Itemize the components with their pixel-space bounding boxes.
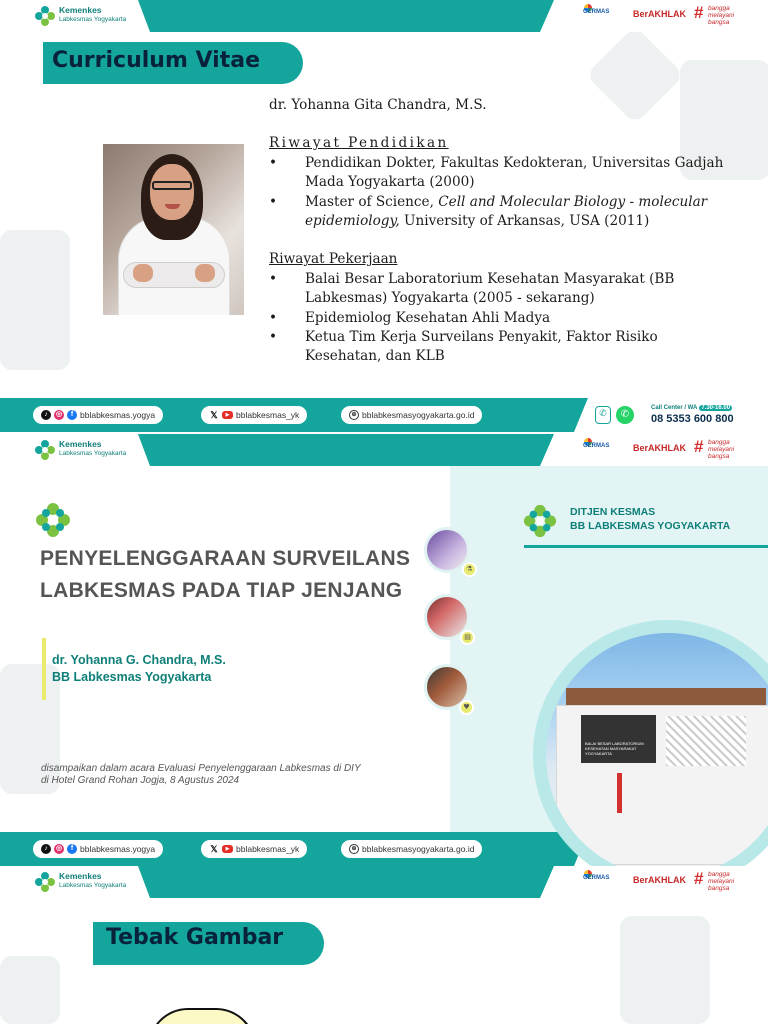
website-pill[interactable] bbox=[341, 840, 482, 858]
org-name: Kemenkes bbox=[59, 439, 102, 449]
cv-name: dr. Yohanna Gita Chandra, M.S. bbox=[269, 97, 487, 113]
header-bar bbox=[0, 866, 768, 898]
social-pill-tiktok-instagram-facebook[interactable] bbox=[33, 406, 163, 424]
building-photo: BALAI BESAR LABORATORIUM KESEHATAN MASYARAKAT YOGYAKARTA bbox=[546, 633, 768, 877]
work-heading: Riwayat Pekerjaan bbox=[269, 251, 398, 268]
presenter-block bbox=[42, 638, 226, 700]
hashtag-icon: # bbox=[694, 3, 704, 22]
kemenkes-logo-icon bbox=[34, 439, 56, 461]
social-pill-tiktok-instagram-facebook[interactable] bbox=[33, 840, 163, 858]
berakhlak-logo: BerAKHLAK bbox=[633, 875, 687, 885]
facebook-icon: f bbox=[67, 844, 77, 854]
slide-title: Curriculum Vitae bbox=[52, 48, 261, 73]
flask-icon: ⚗ bbox=[462, 562, 477, 577]
tiktok-icon: ♪ bbox=[41, 410, 51, 420]
globe-icon: ⊕ bbox=[349, 844, 359, 854]
divider bbox=[524, 545, 768, 548]
youtube-icon: ▶ bbox=[222, 845, 233, 853]
org-name: Kemenkes bbox=[59, 871, 102, 881]
germas-logo-text: GERMAS bbox=[583, 9, 610, 15]
germas-logo-text: GERMAS bbox=[583, 875, 610, 881]
labkesmas-logo-icon bbox=[34, 501, 72, 539]
social-handle: bblabkesmas.yogya bbox=[80, 844, 156, 854]
kemenkes-logo-icon bbox=[34, 5, 56, 27]
globe-icon: ⊕ bbox=[349, 410, 359, 420]
berakhlak-logo: BerAKHLAK bbox=[633, 9, 687, 19]
youtube-icon: ▶ bbox=[222, 411, 233, 419]
list-item: • Pendidikan Dokter, Fakultas Kedokteran, Universitas Gadjah Mada Yogyakarta (2000) bbox=[269, 154, 729, 193]
labkesmas-logo-icon bbox=[522, 503, 558, 539]
slide-title: Tebak Gambar bbox=[106, 925, 284, 950]
call-center-label: Call Center / WA 7.30-16.00 bbox=[651, 405, 731, 411]
background-pattern bbox=[0, 956, 60, 1024]
social-handle: bblabkesmas.yogya bbox=[80, 410, 156, 420]
website-url: bblabkesmasyogyakarta.go.id bbox=[362, 410, 475, 420]
social-handle: bblabkesmas_yk bbox=[236, 410, 300, 420]
background-pattern bbox=[620, 916, 710, 1024]
heart-icon: ♥ bbox=[459, 700, 474, 715]
x-icon: 𝕏 bbox=[210, 410, 218, 420]
org-name: Kemenkes bbox=[59, 5, 102, 15]
list-item: • Epidemiolog Kesehatan Ahli Madya bbox=[269, 309, 729, 328]
cartoon-illustration bbox=[148, 1008, 256, 1024]
presenter-photo bbox=[103, 144, 244, 315]
presenter-name: dr. Yohanna G. Chandra, M.S. bbox=[52, 653, 226, 667]
cv-content bbox=[269, 96, 729, 367]
org-subname: Labkesmas Yogyakarta bbox=[59, 882, 127, 889]
org-subname: Labkesmas Yogyakarta bbox=[59, 450, 127, 457]
list-item: • Master of Science, Cell and Molecular Biology - molecular epidemiology, University of Arkansas, USA (2011) bbox=[269, 193, 729, 232]
presentation-title: PENYELENGGARAAN SURVEILANS LABKESMAS PADA TIAP JENJANG bbox=[40, 547, 411, 602]
tiktok-icon: ♪ bbox=[41, 844, 51, 854]
education-list bbox=[269, 154, 729, 232]
footer-bar bbox=[0, 398, 768, 432]
bangga-melayani-bangsa-logo: bangga melayani bangsa bbox=[708, 439, 735, 460]
header-bar bbox=[0, 0, 768, 32]
call-center-hours: 7.30-16.00 bbox=[701, 405, 731, 411]
phone-icon: ✆ bbox=[595, 406, 611, 424]
website-pill[interactable] bbox=[341, 406, 482, 424]
social-pill-x-youtube[interactable] bbox=[201, 406, 307, 424]
list-item: • Ketua Tim Kerja Surveilans Penyakit, Faktor Risiko Kesehatan, dan KLB bbox=[269, 328, 729, 367]
whatsapp-icon: ✆ bbox=[616, 406, 634, 424]
slide-curriculum-vitae bbox=[0, 0, 768, 432]
instagram-icon: ◎ bbox=[55, 411, 63, 418]
org-subname: Labkesmas Yogyakarta bbox=[59, 16, 127, 23]
slide-tebak-gambar bbox=[0, 866, 768, 1024]
instagram-icon: ◎ bbox=[55, 845, 63, 852]
event-note: disampaikan dalam acara Evaluasi Penyelenggaraan Labkesmas di DIY di Hotel Grand Rohan Jogja, 8 Agustus 2024 bbox=[41, 763, 361, 786]
header-bar bbox=[0, 434, 768, 466]
kemenkes-logo-icon bbox=[34, 871, 56, 893]
x-icon: 𝕏 bbox=[210, 844, 218, 854]
social-handle: bblabkesmas_yk bbox=[236, 844, 300, 854]
hashtag-icon: # bbox=[694, 437, 704, 456]
website-url: bblabkesmasyogyakarta.go.id bbox=[362, 844, 475, 854]
slide-title-tab bbox=[93, 922, 324, 965]
slide-title-tab bbox=[43, 42, 303, 84]
clipboard-icon: ▤ bbox=[460, 630, 475, 645]
background-pattern bbox=[0, 230, 70, 370]
berakhlak-logo: BerAKHLAK bbox=[633, 443, 687, 453]
education-heading: Riwayat Pendidikan bbox=[269, 135, 449, 152]
call-center-number[interactable]: 08 5353 600 800 bbox=[651, 413, 734, 425]
list-item: • Balai Besar Laboratorium Kesehatan Masyarakat (BB Labkesmas) Yogyakarta (2005 - sekarang) bbox=[269, 270, 729, 309]
bangga-melayani-bangsa-logo: bangga melayani bangsa bbox=[708, 871, 735, 892]
ditjen-label: DITJEN KESMAS BB LABKESMAS YOGYAKARTA bbox=[570, 506, 731, 532]
presenter-organization: BB Labkesmas Yogyakarta bbox=[52, 670, 212, 684]
germas-logo-text: GERMAS bbox=[583, 443, 610, 449]
facebook-icon: f bbox=[67, 410, 77, 420]
work-list bbox=[269, 270, 729, 367]
bangga-melayani-bangsa-logo: bangga melayani bangsa bbox=[708, 5, 735, 26]
social-pill-x-youtube[interactable] bbox=[201, 840, 307, 858]
hashtag-icon: # bbox=[694, 869, 704, 888]
